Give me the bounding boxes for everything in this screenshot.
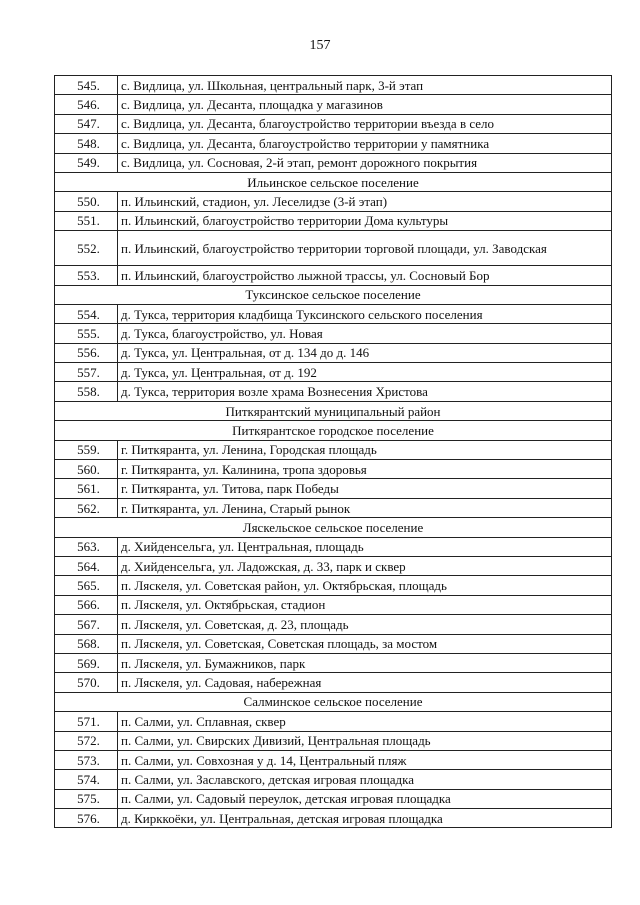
row-address: с. Видлица, ул. Сосновая, 2-й этап, ремонт дорожного покрытия <box>118 153 612 172</box>
page-number: 157 <box>309 38 331 53</box>
table-row <box>55 731 612 750</box>
row-address: п. Ляскеля, ул. Советская район, ул. Октябрьская, площадь <box>118 576 612 595</box>
row-address: д. Тукса, ул. Центральная, от д. 192 <box>118 363 612 382</box>
row-address: д. Кирккоёки, ул. Центральная, детская игровая площадка <box>118 809 612 828</box>
row-address: с. Видлица, ул. Десанта, площадка у магазинов <box>118 95 612 114</box>
row-number: 546. <box>55 95 118 114</box>
row-address: п. Ильинский, благоустройство территории Дома культуры <box>118 211 612 230</box>
table-row <box>55 576 612 595</box>
table-row <box>55 653 612 672</box>
table-row <box>55 750 612 769</box>
table-row <box>55 770 612 789</box>
row-address: д. Хийденсельга, ул. Ладожская, д. 33, парк и сквер <box>118 556 612 575</box>
table-row <box>55 809 612 828</box>
row-address: г. Питкяранта, ул. Ленина, Старый рынок <box>118 498 612 517</box>
table-row <box>55 304 612 323</box>
table-row <box>55 673 612 692</box>
table-row <box>55 192 612 211</box>
row-number: 574. <box>55 770 118 789</box>
row-number: 560. <box>55 460 118 479</box>
registry-table <box>54 75 612 828</box>
row-address: д. Тукса, территория возле храма Вознесения Христова <box>118 382 612 401</box>
table-row <box>55 363 612 382</box>
row-address: п. Ильинский, стадион, ул. Леселидзе (3-й этап) <box>118 192 612 211</box>
table-row <box>55 498 612 517</box>
row-address: д. Тукса, территория кладбища Туксинского сельского поселения <box>118 304 612 323</box>
section-header-row <box>55 692 612 711</box>
row-address: п. Ляскеля, ул. Октябрьская, стадион <box>118 595 612 614</box>
row-number: 576. <box>55 809 118 828</box>
row-address: п. Салми, ул. Свирских Дивизий, Центральная площадь <box>118 731 612 750</box>
row-number: 557. <box>55 363 118 382</box>
row-number: 554. <box>55 304 118 323</box>
row-address: п. Салми, ул. Садовый переулок, детская игровая площадка <box>118 789 612 808</box>
table-row <box>55 324 612 343</box>
table-row <box>55 211 612 230</box>
row-number: 556. <box>55 343 118 362</box>
row-number: 558. <box>55 382 118 401</box>
table-row <box>55 634 612 653</box>
row-number: 571. <box>55 712 118 731</box>
section-header-row <box>55 518 612 537</box>
table-row <box>55 712 612 731</box>
row-number: 550. <box>55 192 118 211</box>
row-number: 572. <box>55 731 118 750</box>
table-row <box>55 134 612 153</box>
section-title: Питкярантский муниципальный район <box>55 401 612 420</box>
section-title: Туксинское сельское поселение <box>55 285 612 304</box>
table-row <box>55 153 612 172</box>
row-number: 552. <box>55 231 118 266</box>
row-number: 553. <box>55 266 118 285</box>
row-number: 551. <box>55 211 118 230</box>
table-row <box>55 266 612 285</box>
table-row <box>55 789 612 808</box>
row-address: с. Видлица, ул. Школьная, центральный парк, 3-й этап <box>118 76 612 95</box>
table-row <box>55 95 612 114</box>
row-number: 561. <box>55 479 118 498</box>
row-number: 564. <box>55 556 118 575</box>
row-number: 563. <box>55 537 118 556</box>
section-header-row <box>55 285 612 304</box>
table-row <box>55 343 612 362</box>
section-header-row <box>55 172 612 191</box>
row-address: д. Тукса, благоустройство, ул. Новая <box>118 324 612 343</box>
row-number: 545. <box>55 76 118 95</box>
row-address: п. Ляскеля, ул. Советская, д. 23, площадь <box>118 615 612 634</box>
row-number: 559. <box>55 440 118 459</box>
row-address: п. Салми, ул. Совхозная у д. 14, Центральный пляж <box>118 750 612 769</box>
table-row <box>55 537 612 556</box>
row-address: с. Видлица, ул. Десанта, благоустройство территории въезда в село <box>118 114 612 133</box>
row-number: 568. <box>55 634 118 653</box>
row-address: п. Салми, ул. Сплавная, сквер <box>118 712 612 731</box>
row-address: п. Ляскеля, ул. Бумажников, парк <box>118 653 612 672</box>
row-number: 573. <box>55 750 118 769</box>
row-number: 569. <box>55 653 118 672</box>
row-number: 565. <box>55 576 118 595</box>
registry-table-body <box>55 76 612 828</box>
section-header-row <box>55 401 612 420</box>
table-row <box>55 460 612 479</box>
table-row <box>55 114 612 133</box>
table-row <box>55 76 612 95</box>
row-number: 566. <box>55 595 118 614</box>
row-address: п. Ильинский, благоустройство лыжной трассы, ул. Сосновый Бор <box>118 266 612 285</box>
section-title: Ляскельское сельское поселение <box>55 518 612 537</box>
row-address: с. Видлица, ул. Десанта, благоустройство территории у памятника <box>118 134 612 153</box>
row-address: г. Питкяранта, ул. Титова, парк Победы <box>118 479 612 498</box>
section-title: Ильинское сельское поселение <box>55 172 612 191</box>
row-number: 548. <box>55 134 118 153</box>
row-number: 549. <box>55 153 118 172</box>
row-address: д. Хийденсельга, ул. Центральная, площадь <box>118 537 612 556</box>
section-title: Питкярантское городское поселение <box>55 421 612 440</box>
table-row <box>55 595 612 614</box>
row-address: г. Питкяранта, ул. Калинина, тропа здоровья <box>118 460 612 479</box>
table-row <box>55 479 612 498</box>
row-number: 547. <box>55 114 118 133</box>
table-row <box>55 556 612 575</box>
section-header-row <box>55 421 612 440</box>
table-row <box>55 615 612 634</box>
row-address: п. Ляскеля, ул. Садовая, набережная <box>118 673 612 692</box>
row-number: 575. <box>55 789 118 808</box>
row-address: п. Ильинский, благоустройство территории торговой площади, ул. Заводская <box>118 231 612 266</box>
row-address: г. Питкяранта, ул. Ленина, Городская площадь <box>118 440 612 459</box>
row-number: 567. <box>55 615 118 634</box>
section-title: Салминское сельское поселение <box>55 692 612 711</box>
row-number: 570. <box>55 673 118 692</box>
table-row <box>55 382 612 401</box>
row-number: 562. <box>55 498 118 517</box>
table-row <box>55 440 612 459</box>
row-address: д. Тукса, ул. Центральная, от д. 134 до д. 146 <box>118 343 612 362</box>
row-number: 555. <box>55 324 118 343</box>
row-address: п. Салми, ул. Заславского, детская игровая площадка <box>118 770 612 789</box>
table-row <box>55 231 612 266</box>
row-address: п. Ляскеля, ул. Советская, Советская площадь, за мостом <box>118 634 612 653</box>
